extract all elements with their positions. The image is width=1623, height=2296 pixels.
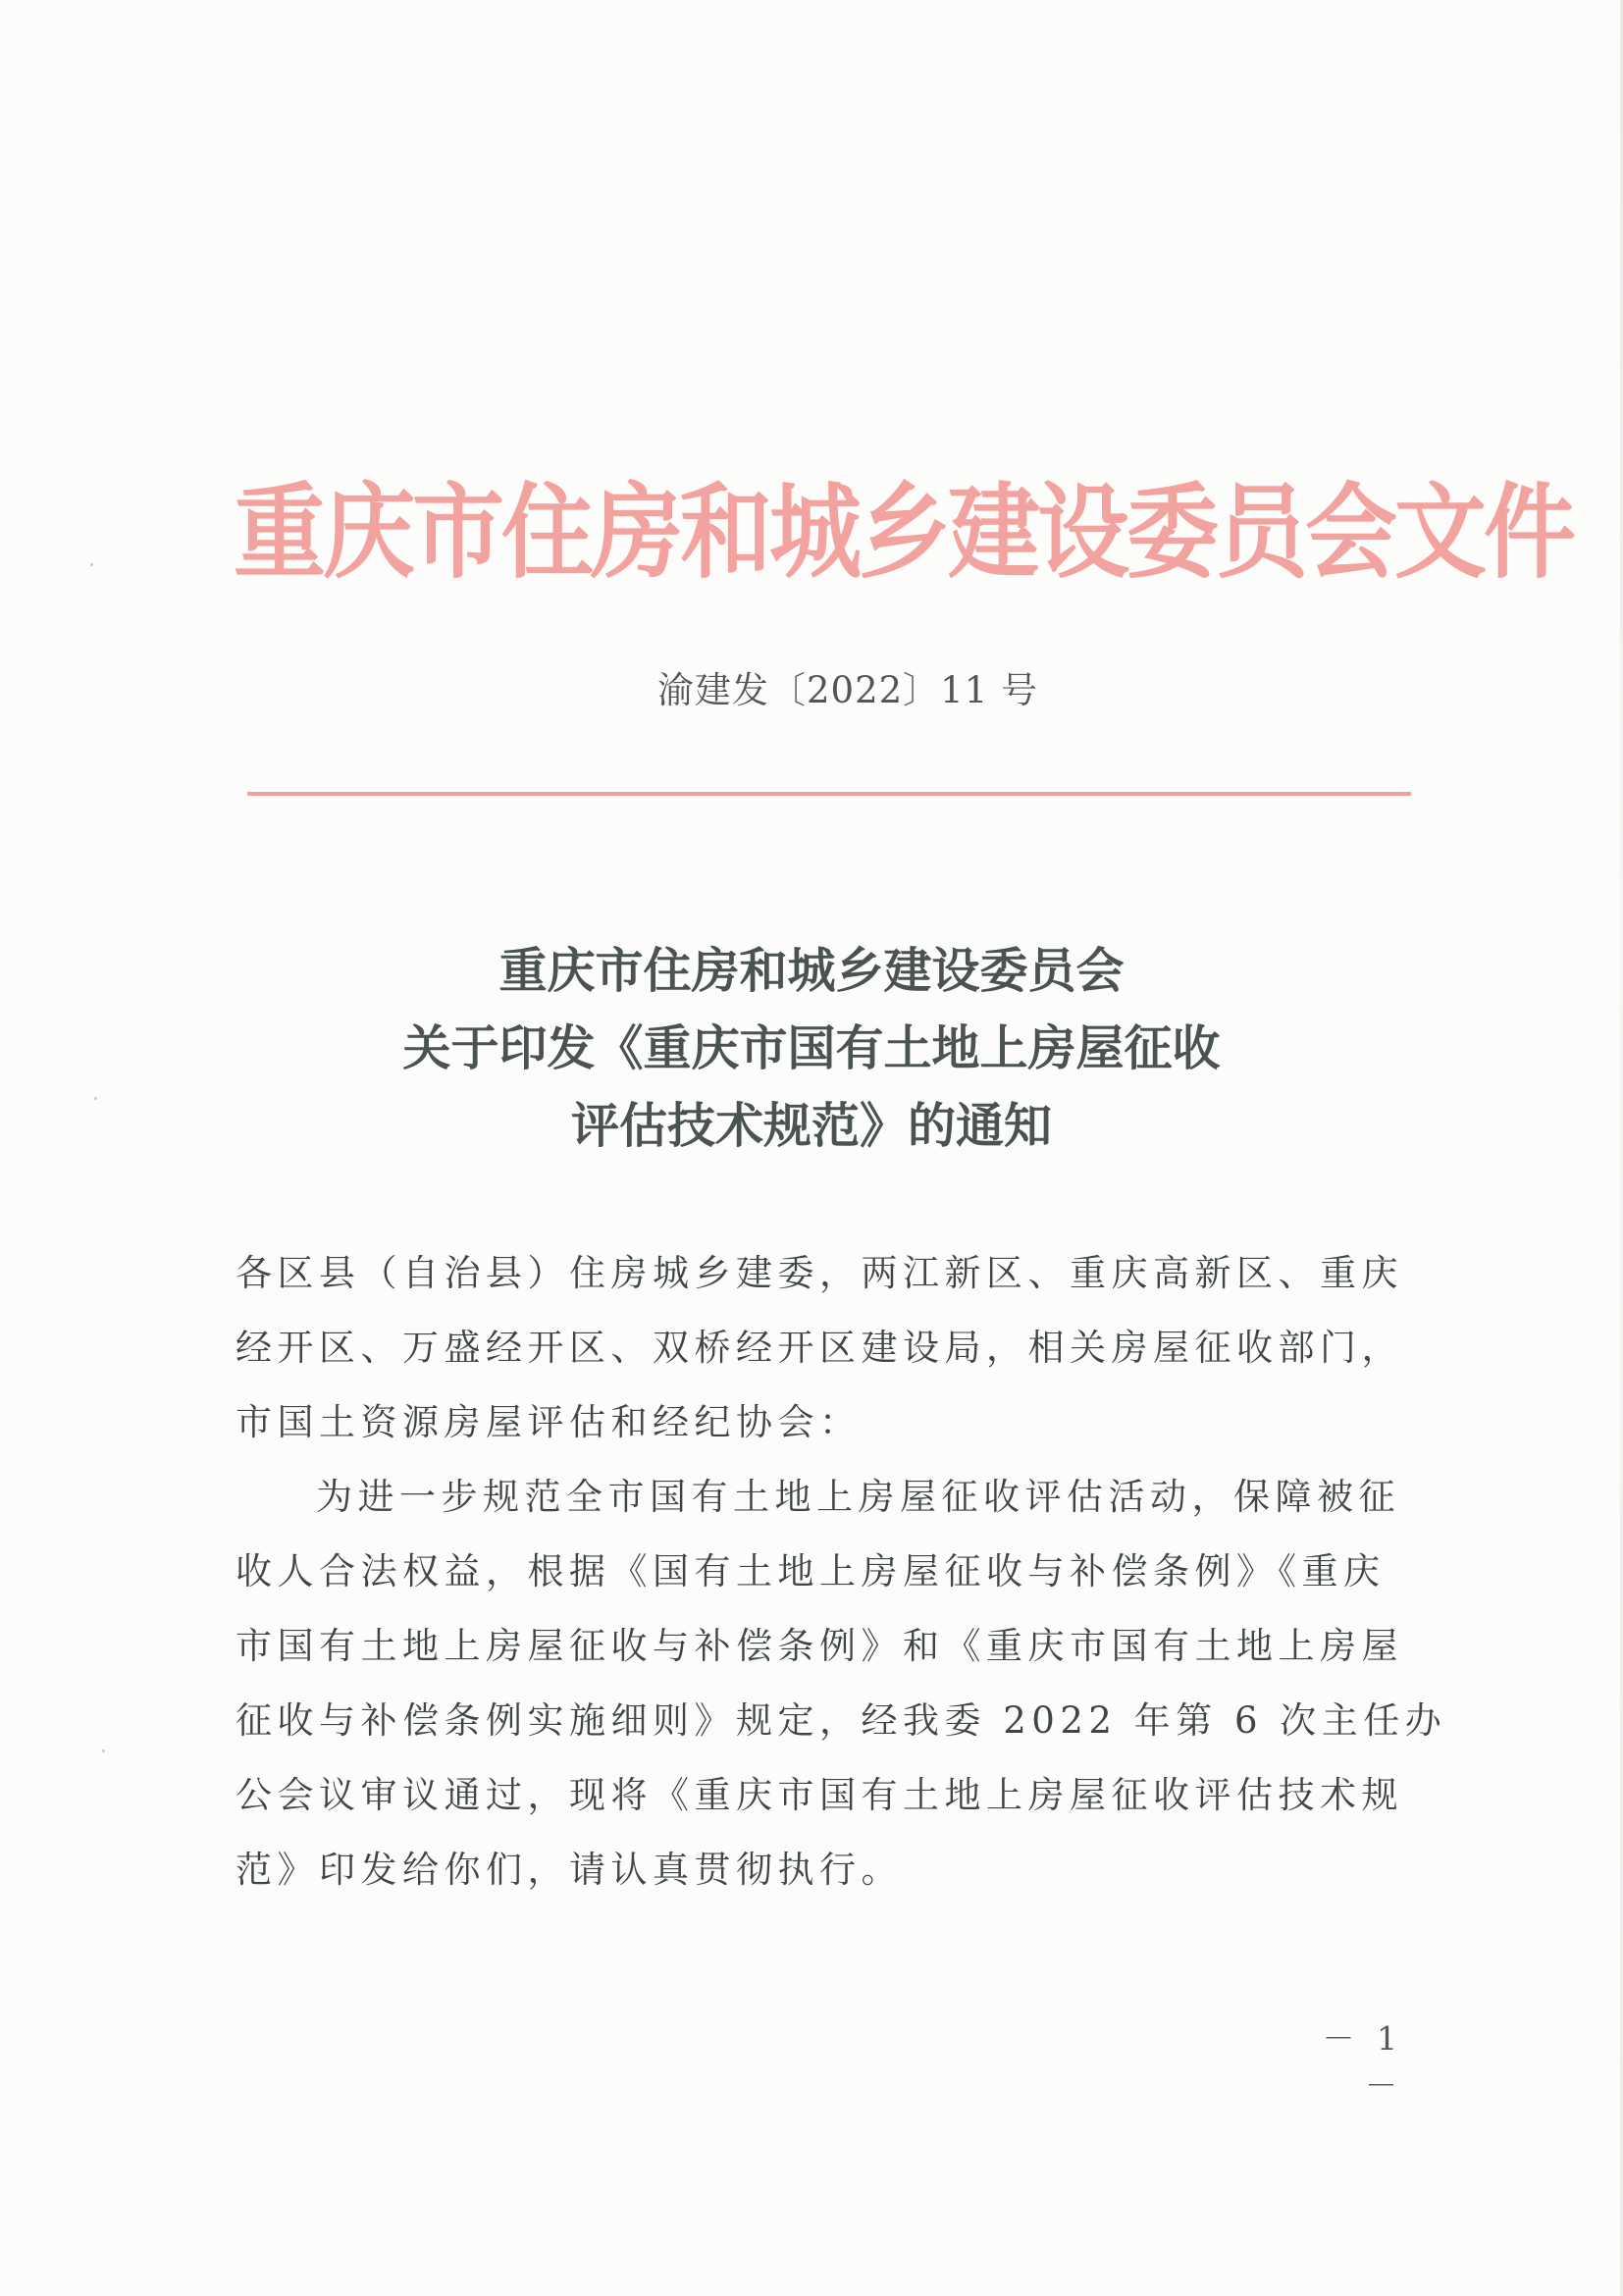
notice-title-line-3: 评估技术规范》的通知 <box>570 1097 1052 1154</box>
notice-title-line-2: 关于印发《重庆市国有土地上房屋征收 <box>402 1019 1221 1076</box>
body-paragraph-line-4: 征收与补偿条例实施细则》规定，经我委 2022 年第 6 次主任办 <box>236 1699 1447 1742</box>
addressee-line-3: 市国土资源房屋评估和经纪协会： <box>236 1401 862 1443</box>
body-paragraph-line-5: 公会议审议通过，现将《重庆市国有土地上房屋征收评估技术规 <box>236 1774 1403 1816</box>
body-paragraph-line-1: 为进一步规范全市国有土地上房屋征收评估活动，保障被征 <box>316 1476 1400 1518</box>
red-separator-line <box>247 792 1411 796</box>
body-paragraph-line-6: 范》印发给你们，请认真贯彻执行。 <box>236 1849 903 1891</box>
scan-speck <box>90 563 93 566</box>
scan-speck <box>94 1097 97 1100</box>
addressee-line-2: 经开区、万盛经开区、双桥经开区建设局，相关房屋征收部门， <box>236 1327 1403 1369</box>
scan-speck <box>102 1749 105 1752</box>
notice-title <box>196 932 1427 1165</box>
body-paragraph-line-2: 收人合法权益，根据《国有土地上房屋征收与补偿条例》《重庆 <box>236 1550 1386 1592</box>
notice-body <box>236 1236 1447 1907</box>
page-number: － 1 － <box>1322 2019 1403 2105</box>
notice-title-line-1: 重庆市住房和城乡建设委员会 <box>498 942 1125 999</box>
body-paragraph-line-3: 市国有土地上房屋征收与补偿条例》和《重庆市国有土地上房屋 <box>236 1625 1403 1667</box>
addressee-line-1: 各区县（自治县）住房城乡建委，两江新区、重庆高新区、重庆 <box>236 1252 1403 1294</box>
issuing-authority-header: 重庆市住房和城乡建设委员会文件 <box>234 472 1574 594</box>
document-number: 渝建发〔2022〕11 号 <box>657 669 1039 711</box>
